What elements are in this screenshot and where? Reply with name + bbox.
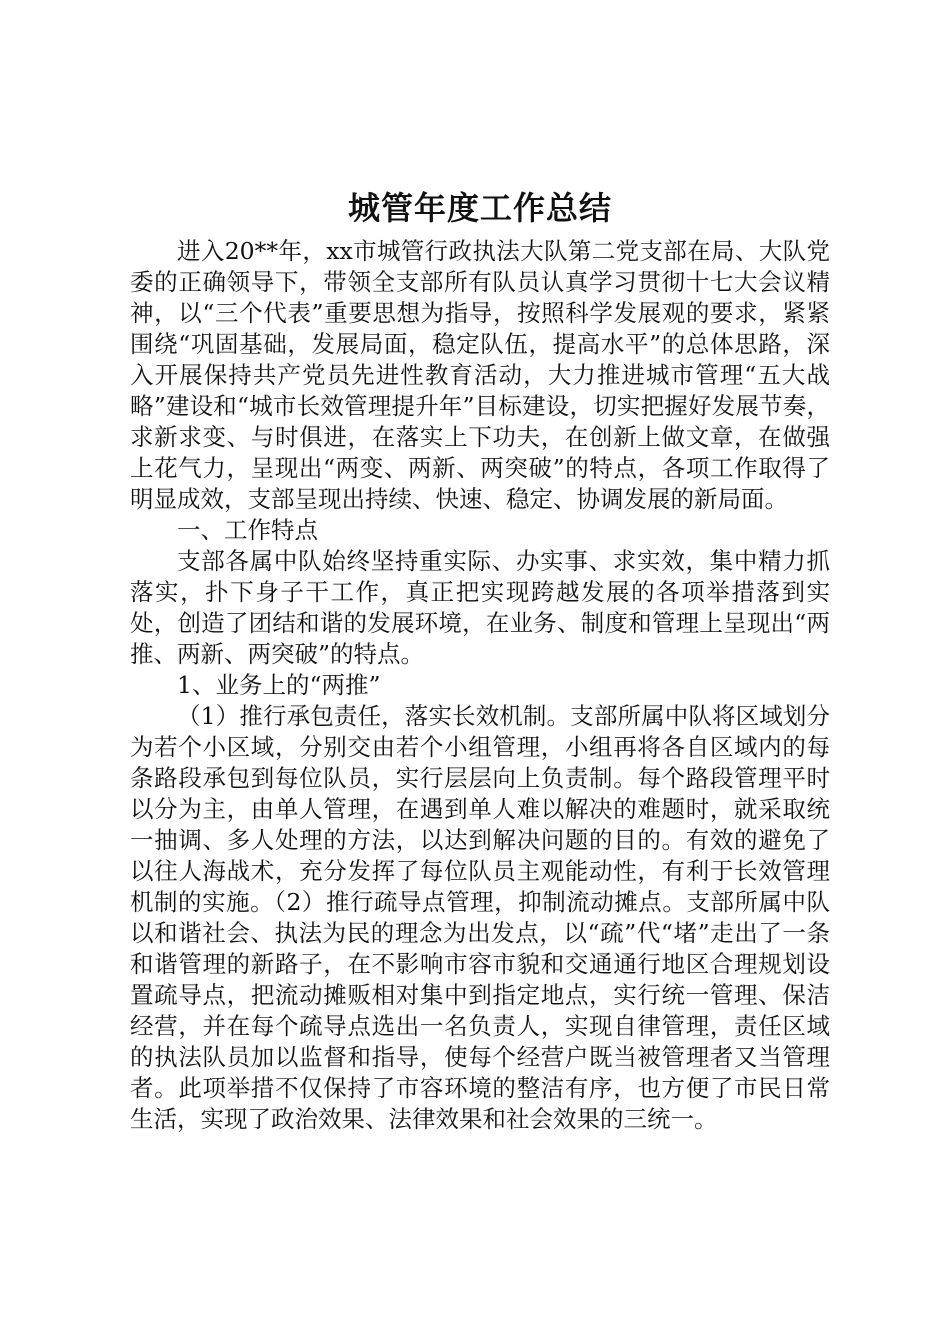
- subsection-heading-business: 1、业务上的“两推”: [177, 671, 381, 699]
- work-features-paragraph: 支部各属中队始终坚持重实际、办实事、求实效，集中精力抓落实，扑下身子干工作，真正把实现跨越发展的各项举措落到实处，创造了团结和谐的发展环境，在业务、制度和管理上呈现出“两推、两新、两突破”的特点。: [130, 547, 830, 668]
- document-page: [130, 186, 830, 1135]
- business-paragraph: （1）推行承包责任，落实长效机制。支部所属中队将区域划分为若个小区域，分别交由若个小组管理，小组再将各自区域内的每条路段承包到每位队员，实行层层向上负责制。每个路段管理平时以分为主，由单人管理，在遇到单人难以解决的难题时，就采取统一抽调、多人处理的方法，以达到解决问题的目的。有效的避免了以往人海战术，充分发挥了每位队员主观能动性，有利于长效管理机制的实施。（2）推行疏导点管理，抑制流动摊点。支部所属中队以和谐社会、执法为民的理念为出发点，以“疏”代“堵”走出了一条和谐管理的新路子，在不影响市容市貌和交通通行地区合理规划设置疏导点，把流动摊贩相对集中到指定地点，实行统一管理、保洁经营，并在每个疏导点选出一名负责人，实现自律管理，责任区域的执法队员加以监督和指导，使每个经营户既当被管理者又当管理者。此项举措不仅保持了市容环境的整洁有序，也方便了市民日常生活，实现了政治效果、法律效果和社会效果的三统一。: [130, 702, 830, 1133]
- section-heading-work-features: 一、工作特点: [177, 516, 318, 544]
- intro-paragraph: 进入20**年，xx市城管行政执法大队第二党支部在局、大队党委的正确领导下，带领全支部所有队员认真学习贯彻十七大会议精神，以“三个代表”重要思想为指导，按照科学发展观的要求，紧紧围绕“巩固基础，发展局面，稳定队伍，提高水平”的总体思路，深入开展保持共产党员先进性教育活动，大力推进城市管理“五大战略”建设和“城市长效管理提升年”目标建设，切实把握好发展节奏，求新求变、与时俱进，在落实上下功夫，在创新上做文章，在做强上花气力，呈现出“两变、两新、两突破”的特点，各项工作取得了明显成效，支部呈现出持续、快速、稳定、协调发展的新局面。: [130, 237, 830, 513]
- document-title: 城管年度工作总结: [347, 189, 612, 227]
